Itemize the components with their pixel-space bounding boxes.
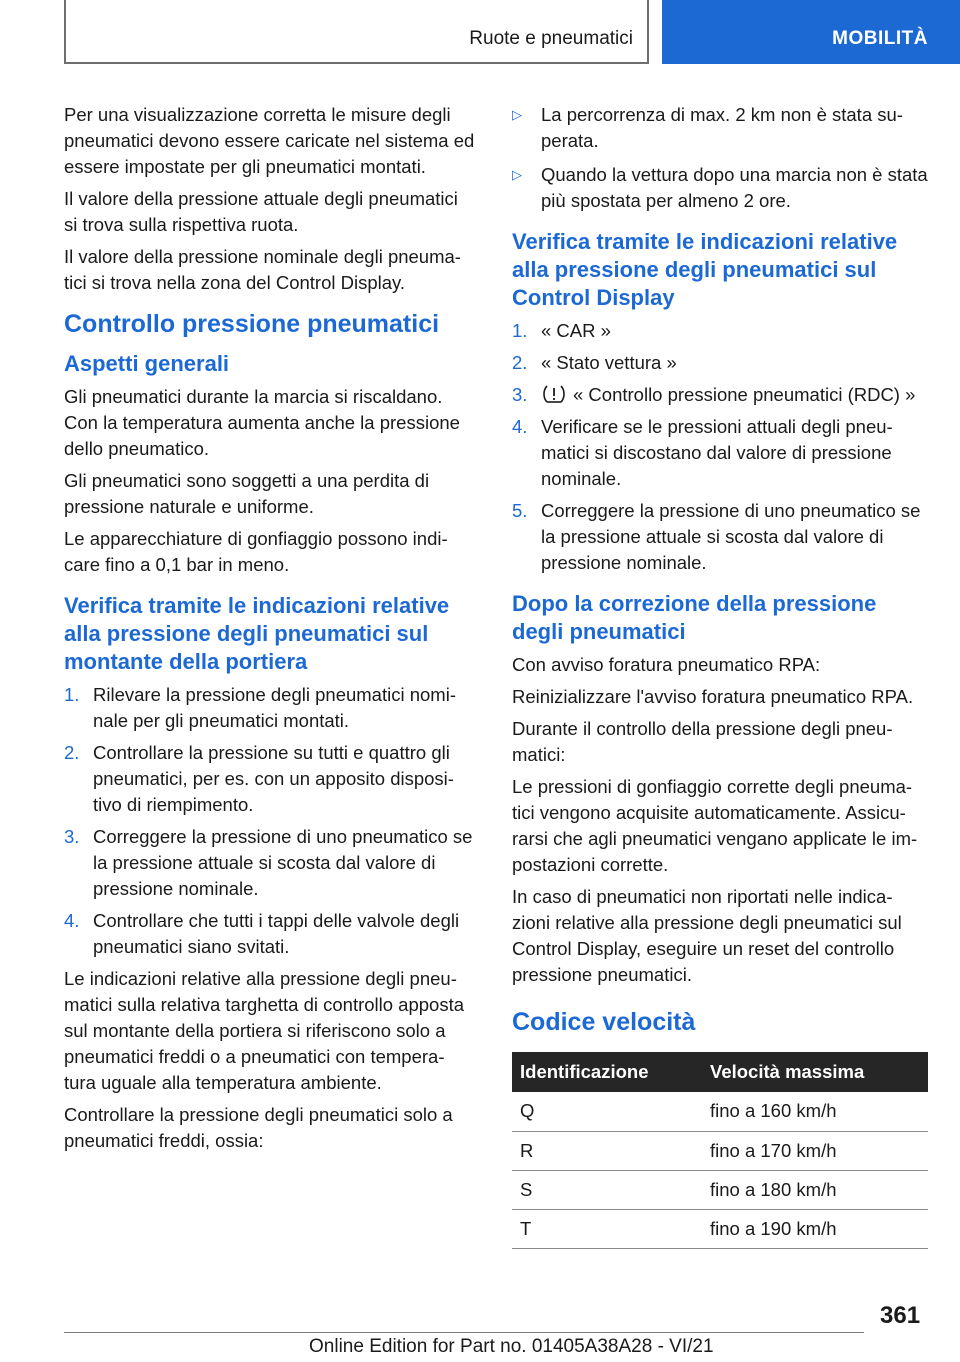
montante-steps [64,682,476,960]
dopo-paragraph-5: In caso di pneumatici non riportati nelle indica-zioni relative alla pressione degli pneumatici sul Control Display, eseguire un reset del controllo pressione pneumatici. [512,886,902,985]
step-number: 4. [64,910,80,931]
step-number: 2. [512,352,528,373]
conditions-list [512,102,930,214]
step-number: 1. [512,320,528,341]
aspetti-paragraph-2: Gli pneumatici sono soggetti a una perdita di pressione naturale e uniforme. [64,470,430,517]
heading-verifica-display: Verifica tramite le indicazioni relative alla pressione degli pneumatici sul Control Display [512,229,898,310]
table-cell: R [512,1131,702,1170]
intro-paragraph-2: Il valore della pressione attuale degli pneumatici si trova sulla rispettiva ruota. [64,188,458,235]
step-number: 4. [512,416,528,437]
intro-paragraph-3: Il valore della pressione nominale degli pneuma-tici si trova nella zona del Control Display. [64,246,461,293]
table-cell: fino a 160 km/h [702,1092,928,1131]
list-item [512,382,930,408]
step-text: Correggere la pressione di uno pneumatico se la pressione attuale si scosta dal valore di pressione nominale. [93,826,473,899]
table-row [512,1209,928,1248]
triangle-bullet-icon: ▷ [512,107,522,122]
step-number: 1. [64,684,80,705]
table-header-row [512,1052,928,1092]
step-text: « Controllo pressione pneumatici (RDC) » [573,384,916,405]
step-text: Verificare se le pressioni attuali degli pneu-matici si discostano dal valore di pressione nominale. [541,416,893,489]
step-text: Rilevare la pressione degli pneumatici nomi-nale per gli pneumatici montati. [93,684,456,731]
column-header-identificazione: Identificazione [512,1052,702,1092]
section-title: Ruote e pneumatici [469,28,633,49]
heading-aspetti-generali: Aspetti generali [64,351,230,376]
table-cell: S [512,1170,702,1209]
table-row [512,1170,928,1209]
list-item [512,102,930,154]
condition-text: Quando la vettura dopo una marcia non è stata più spostata per almeno 2 ore. [541,164,928,211]
list-item [512,498,930,576]
display-steps [512,318,930,576]
step-text: « CAR » [541,320,611,341]
right-column [512,102,930,1249]
condition-text: La percorrenza di max. 2 km non è stata su-perata. [541,104,903,151]
page-number: 361 [880,1302,921,1329]
heading-controllo-pressione: Controllo pressione pneumatici [64,310,440,338]
table-cell: fino a 190 km/h [702,1209,928,1248]
dopo-paragraph-1: Con avviso foratura pneumatico RPA: [512,654,821,675]
aspetti-paragraph-1: Gli pneumatici durante la marcia si riscaldano. Con la temperatura aumenta anche la pressione dello pneumatico. [64,386,460,459]
step-text: Controllare la pressione su tutti e quattro gli pneumatici, per es. con un apposito disposi-tivo di riempimento. [93,742,454,815]
chapter-title: MOBILITÀ [832,28,928,49]
footer-divider [64,1332,864,1333]
list-item [64,682,476,734]
table-cell: fino a 170 km/h [702,1131,928,1170]
aspetti-paragraph-3: Le apparecchiature di gonfiaggio possono indi-care fino a 0,1 bar in meno. [64,528,448,575]
list-item [64,908,476,960]
step-number: 2. [64,742,80,763]
column-header-velocita: Velocità massima [702,1052,928,1092]
tire-pressure-icon [541,383,567,405]
table-cell: fino a 180 km/h [702,1170,928,1209]
step-text: « Stato vettura » [541,352,677,373]
header-section-box [64,0,649,64]
step-text: Correggere la pressione di uno pneumatico se la pressione attuale si scosta dal valore di pressione nominale. [541,500,921,573]
table-cell: T [512,1209,702,1248]
left-column [64,102,476,1160]
dopo-paragraph-2: Reinizializzare l'avviso foratura pneumatico RPA. [512,686,914,707]
triangle-bullet-icon: ▷ [512,167,522,182]
list-item [64,740,476,818]
list-item [512,414,930,492]
step-text: Controllare che tutti i tappi delle valvole degli pneumatici siano svitati. [93,910,460,957]
step-number: 3. [512,384,528,405]
intro-paragraph-1: Per una visualizzazione corretta le misure degli pneumatici devono essere caricate nel sistema ed essere impostate per gli pneumatici montati. [64,104,475,177]
heading-codice-velocita: Codice velocità [512,1008,696,1036]
list-item [512,350,930,376]
speed-code-table [512,1052,928,1249]
list-item [512,162,930,214]
outro-paragraph-2: Controllare la pressione degli pneumatici solo a pneumatici freddi, ossia: [64,1104,453,1151]
table-row [512,1092,928,1131]
list-item [64,824,476,902]
header-chapter-box [662,0,960,64]
dopo-paragraph-4: Le pressioni di gonfiaggio corrette degli pneuma-tici vengono acquisite automaticamente. Assicu-rarsi che agli pneumatici vengano applicate le im-postazioni corrette. [512,776,918,875]
table-cell: Q [512,1092,702,1131]
outro-paragraph-1: Le indicazioni relative alla pressione degli pneu-matici sulla relativa targhetta di controllo apposta sul montante della portiera si riferiscono solo a pneumatici freddi o a pneumatici con tempera-tura uguale alla temperatura ambiente. [64,968,465,1093]
step-number: 5. [512,500,528,521]
footer-edition: Online Edition for Part no. 01405A38A28 - VI/21 [309,1336,714,1357]
table-row [512,1131,928,1170]
heading-verifica-montante: Verifica tramite le indicazioni relative alla pressione degli pneumatici sul montante della portiera [64,593,450,674]
list-item [512,318,930,344]
heading-dopo-correzione: Dopo la correzione della pressione degli pneumatici [512,591,877,644]
dopo-paragraph-3: Durante il controllo della pressione degli pneu-matici: [512,718,893,765]
step-number: 3. [64,826,80,847]
